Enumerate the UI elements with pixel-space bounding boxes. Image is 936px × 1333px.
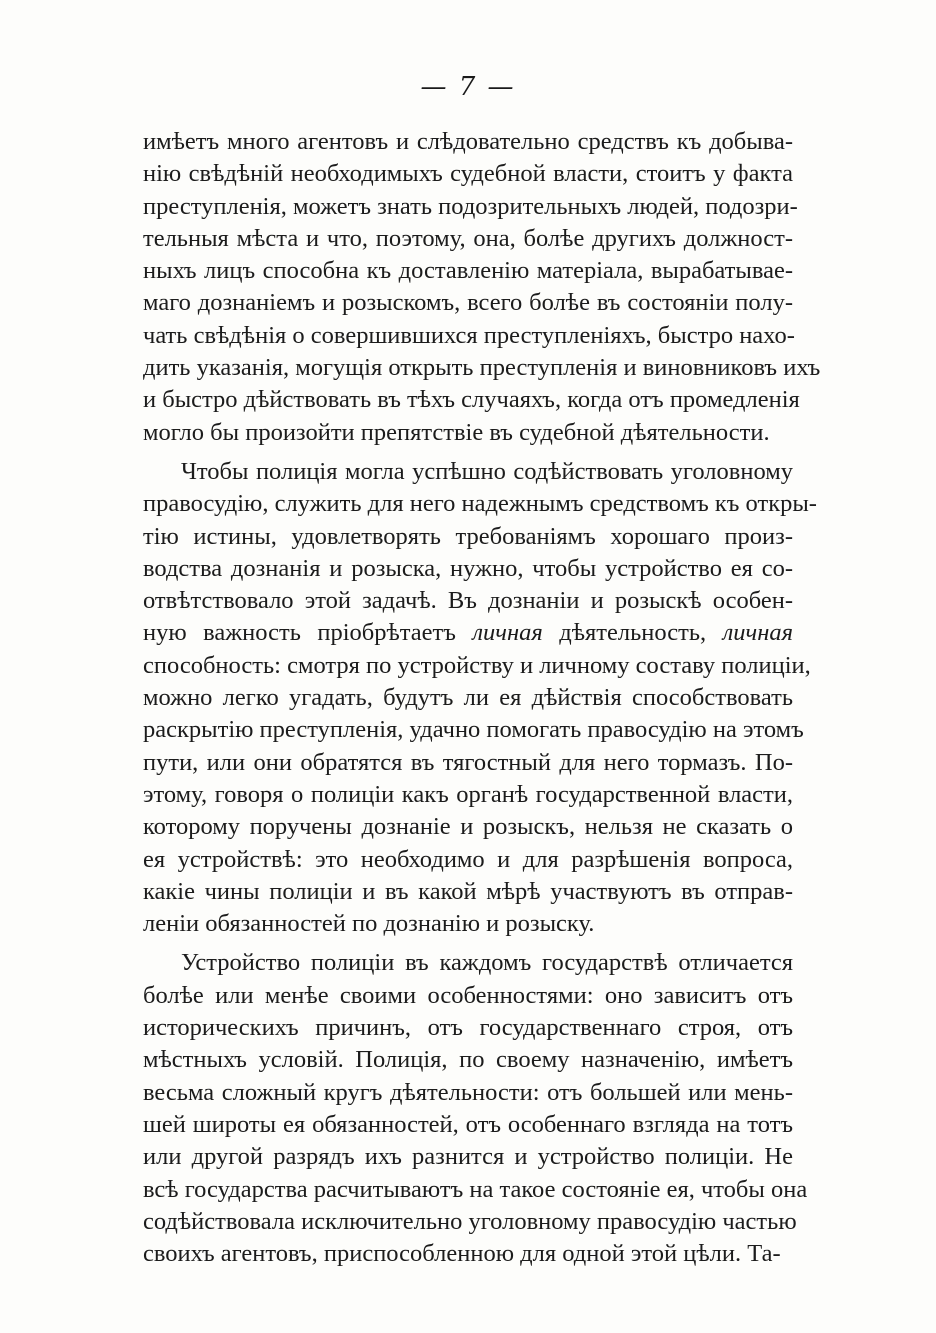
text-line: и быстро дѣйствовать въ тѣхъ случаяхъ, когда отъ промедленія: [143, 386, 800, 414]
text-line: могло бы произойти препятствіе въ судебной дѣятельности.: [143, 418, 770, 446]
text-line: шей широты ея обязанностей, отъ особеннаго взгляда на тотъ: [143, 1110, 793, 1138]
text-line: имѣетъ много агентовъ и слѣдовательно средствъ къ добыва-: [143, 128, 793, 155]
text-line: всѣ государства расчитываютъ на такое состояніе ея, чтобы она: [143, 1175, 808, 1203]
text-line: раскрытію преступленія, удачно помогать правосудію на этомъ: [143, 716, 804, 744]
text-line: можно легко угадать, будутъ ли ея дѣйствія способствовать: [143, 684, 793, 712]
text-fragment: дѣятельность,: [542, 619, 723, 647]
text-line: маго дознаніемъ и розыскомъ, всего болѣе въ состояніи полу-: [143, 289, 793, 317]
text-line: преступленія, можетъ знать подозрительныхъ людей, подозри-: [143, 192, 798, 220]
text-line: которому поручены дознаніе и розыскъ, нельзя не сказать о: [143, 813, 793, 841]
text-line: водства дознанія и розыска, нужно, чтобы устройство ея со-: [143, 554, 793, 582]
text-line: какіе чины полиціи и въ какой мѣрѣ участвуютъ въ отправ-: [143, 877, 793, 905]
text-line: мѣстныхъ условій. Полиція, по своему назначенію, имѣетъ: [143, 1046, 793, 1074]
text-fragment: ную важность пріобрѣтаетъ: [143, 619, 473, 647]
text-line: дить указанія, могущія открыть преступленія и виновниковъ ихъ: [143, 354, 821, 382]
text-line: своихъ агентовъ, приспособленною для одной этой цѣли. Та-: [143, 1240, 781, 1268]
paragraph-3: [143, 947, 808, 1270]
text-line: Чтобы полиція могла успѣшно содѣйствовать уголовному: [181, 457, 793, 485]
text-line: пути, или они обратятся въ тягостный для него тормазъ. По-: [143, 748, 793, 776]
text-line: ея устройствѣ: это необходимо и для разрѣшенія вопроса,: [143, 845, 793, 873]
text-line: или другой разрядъ ихъ разнится и устройство полиціи. Не: [143, 1143, 793, 1171]
emphasis-word: личная: [472, 619, 543, 647]
text-line: способность: смотря по устройству и личному составу полиціи,: [143, 651, 811, 679]
text-line: болѣе или менѣе своими особенностями: оно зависитъ отъ: [143, 981, 793, 1009]
body-text: [143, 126, 821, 1270]
text-line: этому, говоря о полиціи какъ органѣ государственной власти,: [143, 780, 793, 808]
text-line: нію свѣдѣній необходимыхъ судебной власти, стоитъ у факта: [143, 160, 793, 188]
paragraph-2: [143, 456, 817, 940]
text-line: чать свѣдѣнія о совершившихся преступленіяхъ, быстро нахо-: [143, 321, 795, 349]
text-line: весьма сложный кругъ дѣятельности: отъ большей или мень-: [143, 1078, 793, 1106]
text-line: содѣйствовала исключительно уголовному правосудію частью: [143, 1207, 797, 1235]
paragraph-1: [143, 126, 821, 449]
emphasis-word: личная: [722, 619, 793, 647]
text-line: ныхъ лицъ способна къ доставленію матеріала, вырабатывае-: [143, 257, 793, 285]
text-line: тію истины, удовлетворять требованіямъ хорошаго произ-: [143, 522, 793, 550]
text-line: тельныя мѣста и что, поэтому, она, болѣе другихъ должност-: [143, 224, 793, 252]
text-line: леніи обязанностей по дознанію и розыску.: [143, 910, 595, 938]
text-line: Устройство полиціи въ каждомъ государствѣ отличается: [181, 949, 793, 977]
text-line: отвѣтствовало этой задачѣ. Въ дознаніи и розыскѣ особен-: [143, 587, 793, 615]
text-line: историческихъ причинъ, отъ государственнаго строя, отъ: [143, 1014, 793, 1042]
text-line-emphasis: [143, 617, 793, 649]
page-number: — 7 —: [420, 72, 516, 102]
text-line: правосудію, служить для него надежнымъ средствомъ къ откры-: [143, 490, 817, 518]
